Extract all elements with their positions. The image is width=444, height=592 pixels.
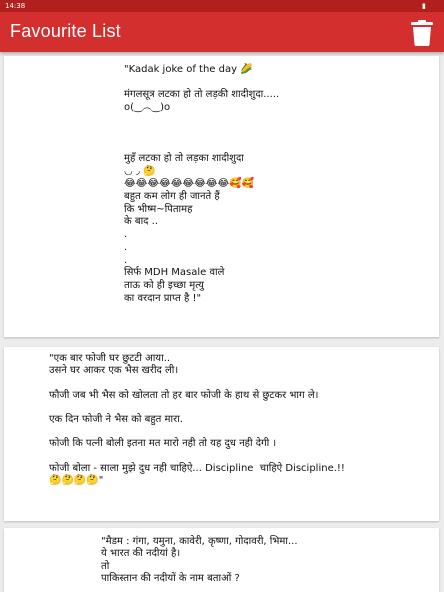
battery-icon: ▮	[422, 2, 426, 10]
app-bar	[0, 12, 444, 52]
status-bar	[0, 0, 444, 12]
joke-text: "Kadak joke of the day 🌽 मंगलसूत्र लटका हो तो लड़की शादीशुदा..... o(‿︵‿)o मुहँ लटका हो तो लड़का शादीशुदा ◡ ◞ 🤔 😂😂😂😂😂😂😂😂😂🥰🥰 बहुत कम लोग ही जानते हैं कि भीष्म~पितामह के बाद .. . . . सिर्फ MDH Masale वाले ताऊ को ही इच्छा मृत्यु का वरदान प्राप्त है !"	[124, 64, 280, 304]
joke-card[interactable]	[4, 56, 439, 337]
joke-text: "मैडम : गंगा, यमुना, कावेरी, कृष्णा, गोदावरी, भिमा... ये भारत की नदीयां है। तो पाकिस्तान की नदीयों के नाम बताओं ?	[101, 536, 298, 585]
joke-card[interactable]	[4, 347, 439, 521]
trash-icon[interactable]	[410, 20, 434, 46]
joke-card[interactable]	[4, 528, 439, 592]
joke-text: "एक बार फोजी घर छुटटी आया.. उसने घर आकर एक भैस खरीद ली। फौजी जब भी भैस को खोलता तो हर बार फोजी के हाथ से छुटकर भाग ले। एक दिन फोजी ने भैस को बहुत मारा. फोजी कि पत्नी बोली इतना मत मारो नही तो यह दुध नही देगी । फोजी बोला - साला मुझे दुध नही चाहिऐ... Discipline चाहिऐ Discipline.!! 🤔🤔🤔🤔"	[49, 353, 345, 487]
page-title: Favourite List	[10, 21, 121, 41]
status-time: 14:38	[5, 2, 26, 10]
